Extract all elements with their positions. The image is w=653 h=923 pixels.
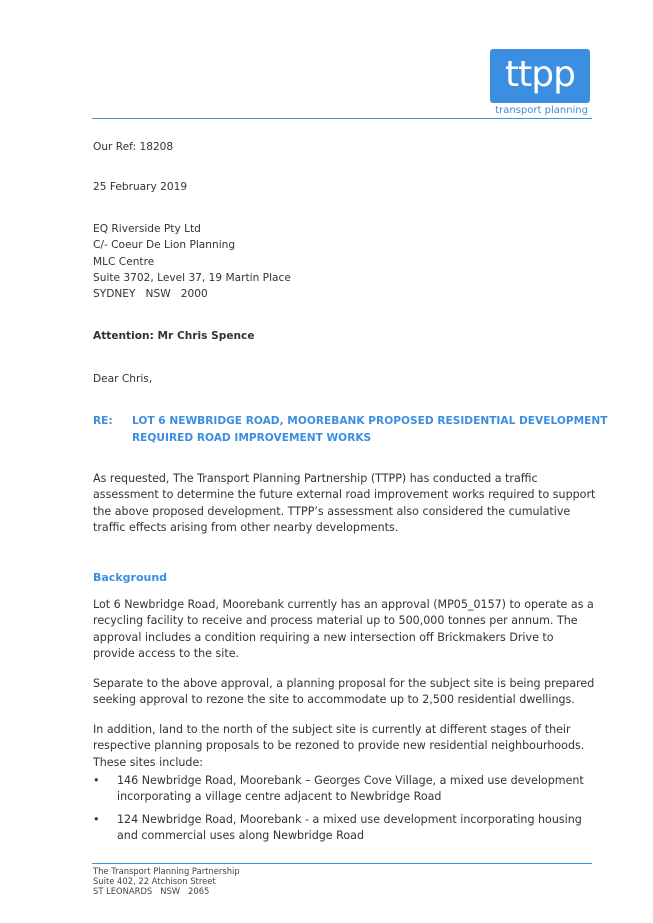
- footer-rule: [92, 863, 592, 864]
- company-logo: [490, 49, 590, 103]
- intro-paragraph: [93, 471, 598, 536]
- letter-date: 25 February 2019: [93, 181, 188, 193]
- bullet-icon: •: [93, 774, 100, 787]
- subject-label: RE:: [93, 415, 113, 427]
- list-item-text: 124 Newbridge Road, Moorebank - a mixed use development incorporating housing and commercial uses along Newbridge Road: [117, 813, 582, 843]
- subject-line: LOT 6 NEWBRIDGE ROAD, MOOREBANK PROPOSED RESIDENTIAL DEVELOPMENT: [132, 415, 608, 427]
- list-item: [93, 812, 598, 845]
- logo-tagline: transport planning: [495, 105, 588, 116]
- subject-line: REQUIRED ROAD IMPROVEMENT WORKS: [132, 432, 372, 444]
- paragraph-text: In addition, land to the north of the subject site is currently at different stages of their respective planning proposals to be rezoned to provide new residential neighbourhoods. These sites include:: [93, 723, 585, 769]
- header-rule: [92, 118, 592, 119]
- body-paragraph: [93, 676, 598, 709]
- footer-line: The Transport Planning Partnership: [93, 866, 240, 876]
- recipient-line: Suite 3702, Level 37, 19 Martin Place: [93, 272, 291, 284]
- recipient-line: SYDNEY NSW 2000: [93, 288, 208, 300]
- section-heading: Background: [93, 571, 168, 584]
- bullet-icon: •: [93, 813, 100, 826]
- recipient-line: EQ Riverside Pty Ltd: [93, 223, 201, 235]
- recipient-line: C/- Coeur De Lion Planning: [93, 239, 236, 251]
- recipient-line: MLC Centre: [93, 256, 155, 268]
- paragraph-text: Separate to the above approval, a planning proposal for the subject site is being prepared seeking approval to rezone the site to accommodate up to 2,500 residential dwellings.: [93, 677, 595, 707]
- body-paragraph: [93, 722, 598, 771]
- intro-text: As requested, The Transport Planning Partnership (TTPP) has conducted a traffic assessment to determine the future external road improvement works required to support the above proposed development. TTPP’s assessment also considered the cumulative traffic effects arising from other nearby developments.: [93, 472, 596, 534]
- list-item: [93, 773, 598, 806]
- footer-line: ST LEONARDS NSW 2065: [93, 886, 210, 896]
- paragraph-text: Lot 6 Newbridge Road, Moorebank currently has an approval (MP05_0157) to operate as a recycling facility to receive and process material up to 500,000 tonnes per annum. The approval includes a condition requiring a new intersection off Brickmakers Drive to provide access to the site.: [93, 598, 594, 660]
- attention-line: Attention: Mr Chris Spence: [93, 330, 255, 342]
- body-paragraph: [93, 597, 598, 662]
- footer-line: Suite 402, 22 Atchison Street: [93, 876, 216, 886]
- reference: Our Ref: 18208: [93, 141, 174, 153]
- list-item-text: 146 Newbridge Road, Moorebank – Georges Cove Village, a mixed use development incorporating a village centre adjacent to Newbridge Road: [117, 774, 584, 804]
- salutation: Dear Chris,: [93, 373, 153, 385]
- logo-mark: ttpp: [505, 54, 575, 95]
